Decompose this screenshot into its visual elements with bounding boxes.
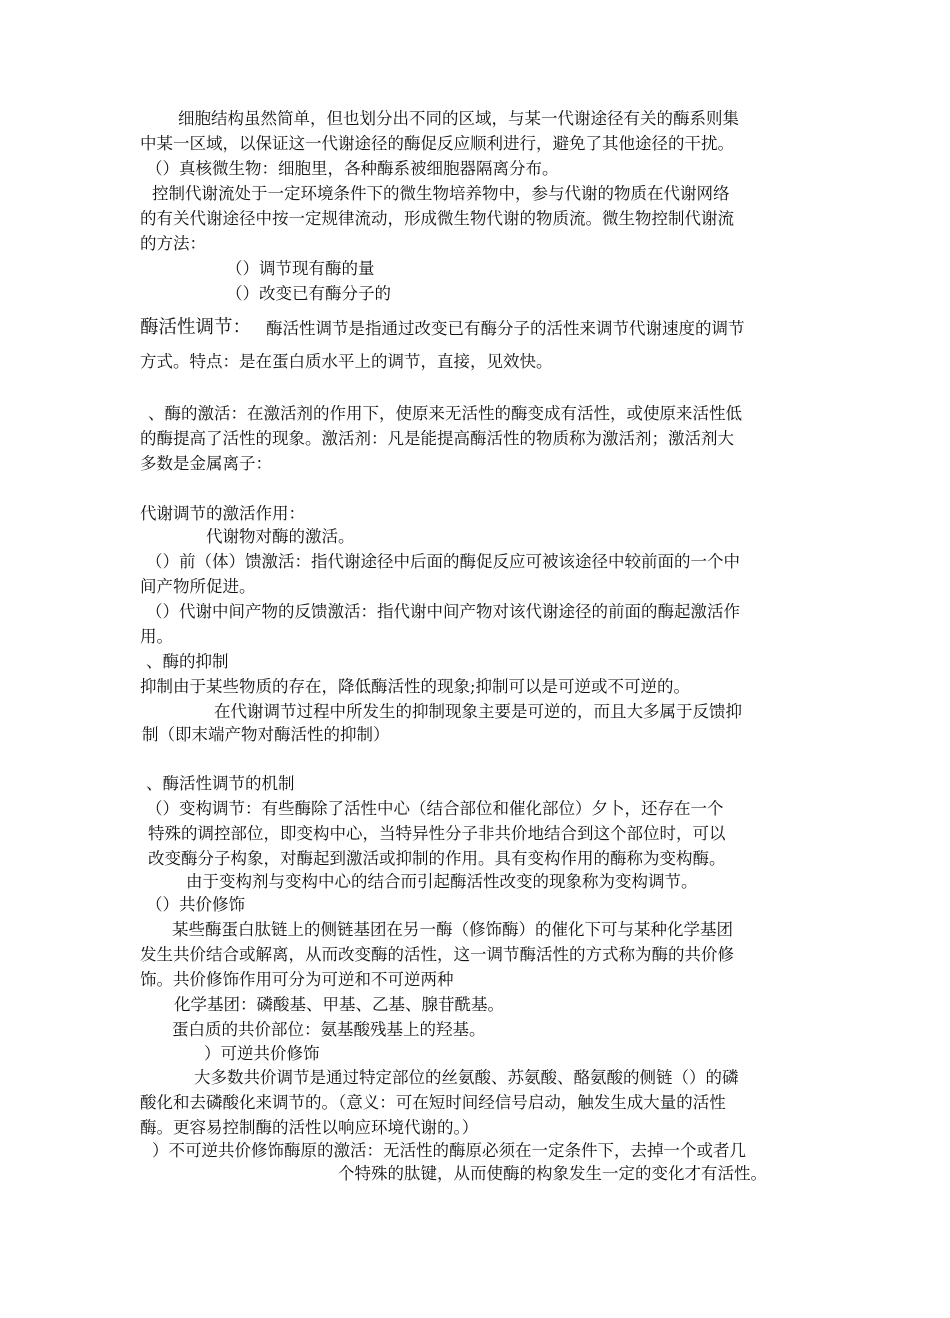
- text-line: ）不可逆共价修饰酶原的激活：无活性的酶原必须在一定条件下，去掉一个或者几: [152, 1141, 746, 1160]
- text-line: 间产物所促进。: [140, 577, 256, 596]
- text-line: 大多数共价调节是通过特定部位的丝氨酸、苏氨酸、酪氨酸的侧链（）的磷: [194, 1068, 739, 1087]
- text-line: 抑制由于某些物质的存在，降低酶活性的现象;抑制可以是可逆或不可逆的。: [140, 677, 691, 696]
- text-line: 发生共价结合或解离，从而改变酶的活性，这一调节酶活性的方式称为酶的共价修: [140, 945, 734, 964]
- text-line: 酸化和去磷酸化来调节的。（意义：可在短时间经信号启动，触发生成大量的活性: [140, 1093, 726, 1112]
- text-line: 的有关代谢途径中按一定规律流动，形成微生物代谢的物质流。微生物控制代谢流: [140, 209, 734, 228]
- text-line: 中某一区域，以保证这一代谢途径的酶促反应顺利进行，避免了其他途径的干扰。: [140, 134, 734, 153]
- text-line: 某些酶蛋白肽链上的侧链基团在另一酶（修饰酶）的催化下可与某种化学基团: [172, 920, 733, 939]
- text-line: （）改变已有酶分子的: [226, 284, 391, 303]
- text-line: 代谢物对酶的激活。: [206, 527, 355, 546]
- text-line: 由于变构剂与变构中心的结合而引起酶活性改变的现象称为变构调节。: [186, 872, 698, 891]
- text-line: 特殊的调控部位，即变构中心，当特异性分子非共价地结合到这个部位时，可以: [148, 824, 726, 843]
- section-heading: 酶活性调节：: [140, 317, 252, 338]
- text-line: 细胞结构虽然简单，但也划分出不同的区域，与某一代谢途径有关的酶系则集: [178, 109, 739, 128]
- text-line: 用。: [140, 627, 173, 646]
- text-line: （）共价修饰: [146, 895, 245, 914]
- text-line: 个特殊的肽键，从而使酶的构象发生一定的变化才有活性。: [338, 1164, 767, 1183]
- text-line: 在代谢调节过程中所发生的抑制现象主要是可逆的，而且大多属于反馈抑: [214, 702, 742, 721]
- text-line: ）可逆共价修饰: [204, 1044, 320, 1063]
- text-line: 蛋白质的共价部位：氨基酸残基上的羟基。: [172, 1020, 486, 1039]
- text-line: （）调节现有酶的量: [226, 259, 375, 278]
- text-line: 代谢调节的激活作用：: [140, 504, 305, 523]
- text-line: 控制代谢流处于一定环境条件下的微生物培养物中，参与代谢的物质在代谢网络: [152, 184, 730, 203]
- text-line: 化学基团：磷酸基、甲基、乙基、腺苷酰基。: [174, 995, 504, 1014]
- text-line: 的酶提高了活性的现象。激活剂：凡是能提高酶活性的物质称为激活剂；激活剂大: [140, 429, 734, 448]
- text-line: 酶活性调节是指通过改变已有酶分子的活性来调节代谢速度的调节: [266, 319, 745, 338]
- text-line: （）代谢中间产物的反馈激活：指代谢中间产物对该代谢途径的前面的酶起激活作: [146, 602, 740, 621]
- text-line: 、酶的抑制: [146, 652, 229, 671]
- text-line: 、酶活性调节的机制: [146, 774, 295, 793]
- text-line: （）变构调节：有些酶除了活性中心（结合部位和催化部位）夕卜，还存在一个: [146, 799, 724, 818]
- text-line: 改变酶分子构象，对酶起到激活或抑制的作用。具有变构作用的酶称为变构酶。: [148, 849, 726, 868]
- text-line: （）前（体）馈激活：指代谢途径中后面的酶促反应可被该途径中较前面的一个中: [146, 552, 740, 571]
- text-line: 方式。特点：是在蛋白质水平上的调节，直接，见效快。: [140, 352, 553, 371]
- text-line: （）真核微生物：细胞里，各种酶系被细胞器隔离分布。: [146, 159, 559, 178]
- text-line: 的方法：: [140, 234, 206, 253]
- text-line: 酶。更容易控制酶的活性以响应环境代谢的。）: [140, 1118, 479, 1137]
- text-line: 多数是金属离子：: [140, 454, 272, 473]
- text-line: 、酶的激活：在激活剂的作用下，使原来无活性的酶变成有活性，或使原来活性低: [148, 404, 742, 423]
- text-line: 制（即末端产物对酶活性的抑制）: [142, 725, 390, 744]
- text-line: 饰。共价修饰作用可分为可逆和不可逆两种: [140, 970, 454, 989]
